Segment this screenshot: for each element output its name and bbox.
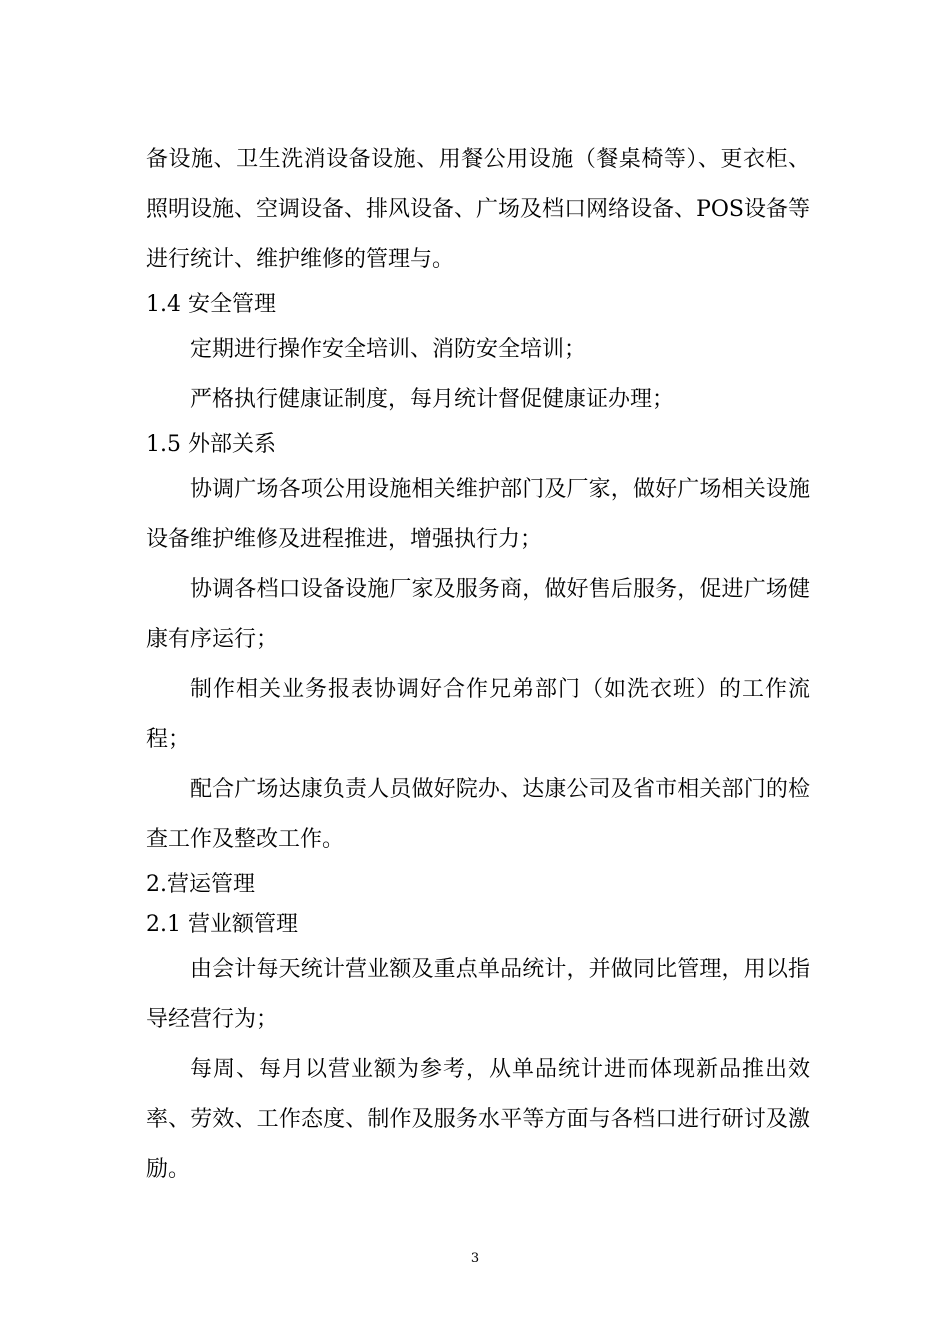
paragraph-inspection-cooperation: 配合广场达康负责人员做好院办、达康公司及省市相关部门的检查工作及整改工作。 bbox=[146, 777, 810, 852]
heading-1-5-external-relations: 1.5 外部关系 bbox=[146, 432, 276, 457]
document-body bbox=[146, 135, 810, 1195]
paragraph-safety-training: 定期进行操作安全培训、消防安全培训； bbox=[190, 337, 587, 362]
paragraph-weekly-monthly-review: 每周、每月以营业额为参考，从单品统计进而体现新品推出效率、劳效、工作态度、制作及服务水平等方面与各档口进行研讨及激励。 bbox=[146, 1057, 810, 1182]
heading-2-operations-management: 2.营运管理 bbox=[146, 872, 255, 897]
paragraph-coordinate-vendors: 协调各档口设备设施厂家及服务商，做好售后服务，促进广场健康有序运行； bbox=[146, 577, 810, 652]
heading-2-1-revenue-management: 2.1 营业额管理 bbox=[146, 912, 298, 937]
paragraph-facilities-continued: 备设施、卫生洗消设备设施、用餐公用设施（餐桌椅等）、更衣柜、照明设施、空调设备、排风设备、广场及档口网络设备、POS设备等进行统计、维护维修的管理与。 bbox=[146, 147, 810, 272]
heading-1-4-safety-management: 1.4 安全管理 bbox=[146, 292, 276, 317]
paragraph-coordinate-maintenance: 协调广场各项公用设施相关维护部门及厂家，做好广场相关设施设备维护维修及进程推进，增强执行力； bbox=[146, 477, 810, 552]
page-number: 3 bbox=[470, 1251, 480, 1266]
paragraph-daily-revenue: 由会计每天统计营业额及重点单品统计，并做同比管理，用以指导经营行为； bbox=[146, 957, 810, 1032]
paragraph-business-reports: 制作相关业务报表协调好合作兄弟部门（如洗衣班）的工作流程； bbox=[146, 677, 810, 752]
paragraph-health-certificate: 严格执行健康证制度，每月统计督促健康证办理； bbox=[190, 387, 675, 412]
